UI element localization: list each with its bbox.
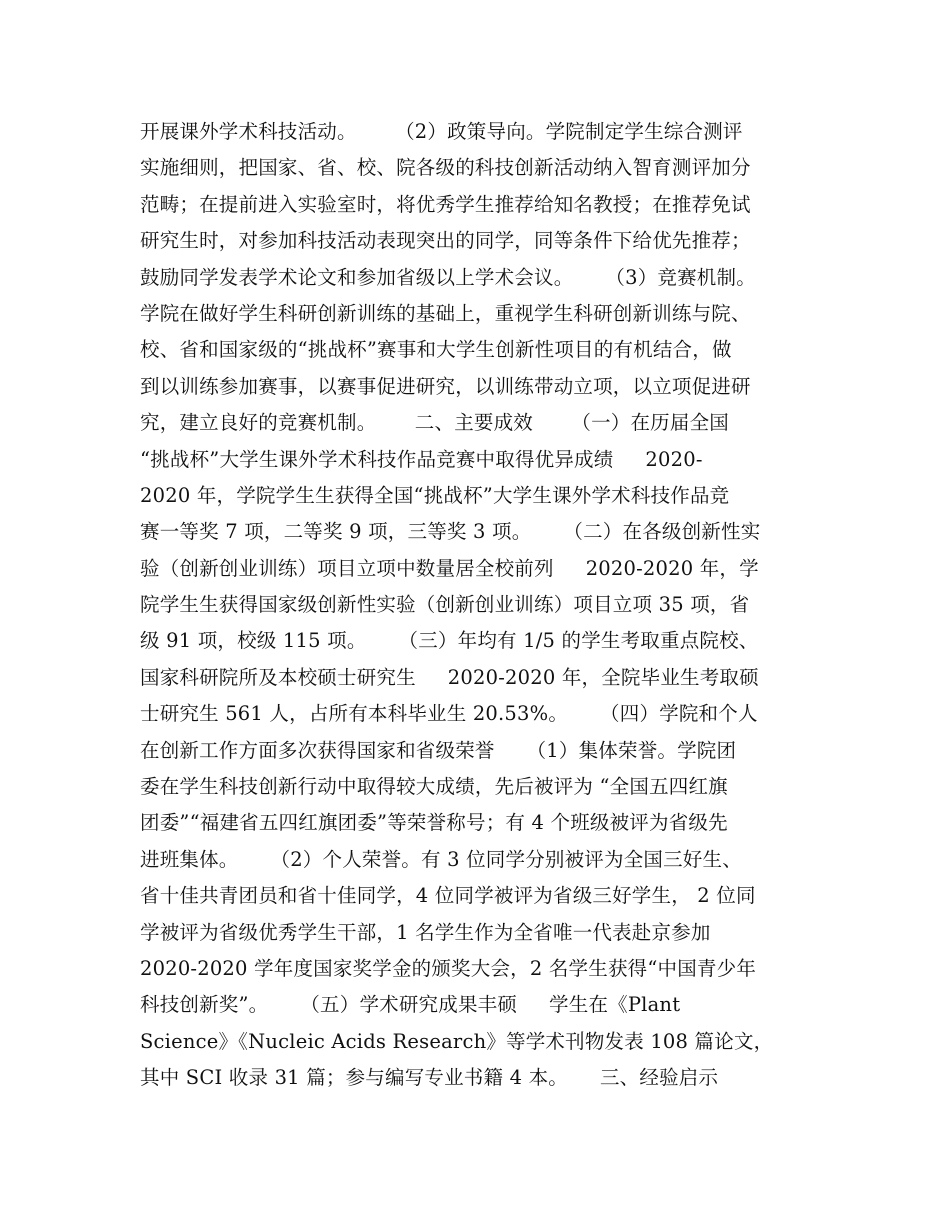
text-line: 学被评为省级优秀学生干部，1 名学生作为全省唯一代表赴京参加 xyxy=(140,920,711,944)
text-line: 赛一等奖 7 项，二等奖 9 项，三等奖 3 项。 （二）在各级创新性实 xyxy=(140,520,761,544)
text-line: Science》《Nucleic Acids Research》等学术刊物发表 108 篇论文， xyxy=(140,1029,774,1053)
text-line: 开展课外学术科技活动。 （2）政策导向。学院制定学生综合测评 xyxy=(140,120,743,143)
text-line: 省十佳共青团员和省十佳同学，4 位同学被评为省级三好学生， 2 位同 xyxy=(140,884,756,908)
text-line: 实施细则，把国家、省、校、院各级的科技创新活动纳入智育测评加分 xyxy=(140,156,751,180)
text-line: 委在学生科技创新行动中取得较大成绩，先后被评为 “全国五四红旗 xyxy=(140,775,728,799)
text-line: 校、省和国家级的“挑战杯”赛事和大学生创新性项目的有机结合，做 xyxy=(140,338,732,362)
text-line: 学院在做好学生科研创新训练的基础上，重视学生科研创新训练与院、 xyxy=(140,301,751,325)
text-line: 团委”“福建省五四红旗团委”等荣誉称号；有 4 个班级被评为省级先 xyxy=(140,811,728,835)
text-line: 级 91 项，校级 115 项。 （三）年均有 1/5 的学生考取重点院校、 xyxy=(140,629,759,653)
text-line: 在创新工作方面多次获得国家和省级荣誉 （1）集体荣誉。学院团 xyxy=(140,738,737,762)
text-line: 院学生生获得国家级创新性实验（创新创业训练）项目立项 35 项，省 xyxy=(140,593,750,617)
text-line: 其中 SCI 收录 31 篇；参与编写专业书籍 4 本。 三、经验启示 xyxy=(140,1066,719,1090)
text-line: 到以训练参加赛事，以赛事促进研究，以训练带动立项，以立项促进研 xyxy=(140,374,751,398)
text-line: 2020 年，学院学生生获得全国“挑战杯”大学生课外学术科技作品竞 xyxy=(140,483,730,507)
text-line: 进班集体。 （2）个人荣誉。有 3 位同学分别被评为全国三好生、 xyxy=(140,847,742,871)
text-line: 士研究生 561 人，占所有本科毕业生 20.53%。 （四）学院和个人 xyxy=(140,702,758,726)
text-line: 范畴；在提前进入实验室时，将优秀学生推荐给知名教授；在推荐免试 xyxy=(140,192,751,216)
text-line: 鼓励同学发表学术论文和参加省级以上学术会议。 （3）竞赛机制。 xyxy=(140,265,756,289)
text-line: 验（创新创业训练）项目立项中数量居全校前列 2020-2020 年，学 xyxy=(140,556,759,580)
text-line: 科技创新奖”。 （五）学术研究成果丰硕 学生在《Plant xyxy=(140,993,681,1017)
text-line: 研究生时，对参加科技活动表现突出的同学，同等条件下给优先推荐； xyxy=(140,229,751,253)
text-line: “挑战杯”大学生课外学术科技作品竞赛中取得优异成绩 2020- xyxy=(140,447,703,471)
text-line: 究，建立良好的竞赛机制。 二、主要成效 （一）在历届全国 xyxy=(140,411,729,435)
body-text xyxy=(140,114,830,1097)
text-line: 2020-2020 学年度国家奖学金的颁奖大会，2 名学生获得“中国青少年 xyxy=(140,956,757,980)
text-line: 国家科研院所及本校硕士研究生 2020-2020 年，全院毕业生考取硕 xyxy=(140,665,759,689)
